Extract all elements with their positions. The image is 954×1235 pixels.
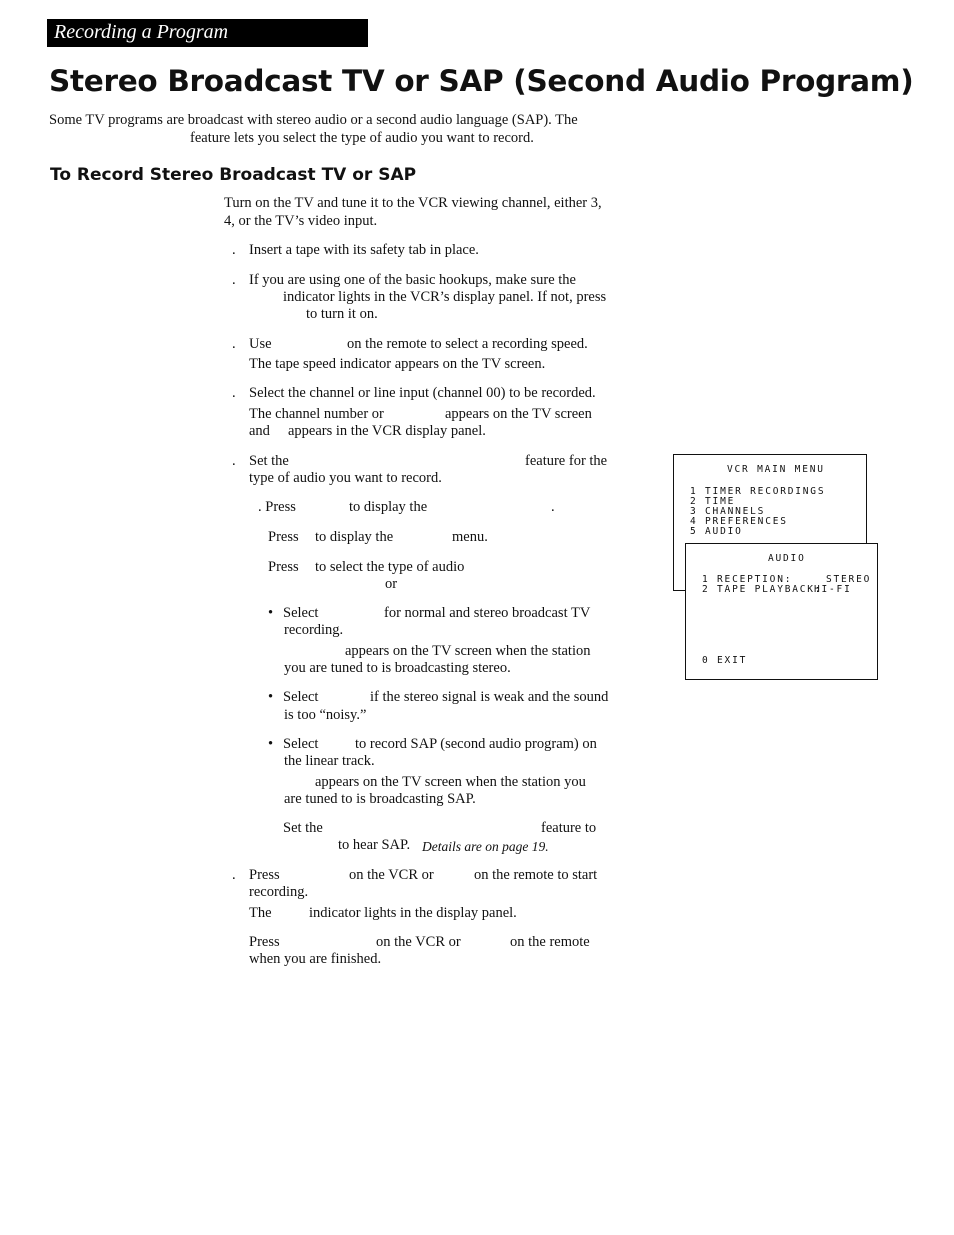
step-3-line-1a: Use (249, 336, 272, 352)
step-5-line-1b: feature for the (525, 453, 608, 469)
bullet-1-marker: • (268, 605, 274, 621)
audio-reception-label: 1 RECEPTION: (702, 574, 793, 585)
step-6-line-1c: on the remote to start (474, 867, 598, 883)
step-2-line-1: If you are using one of the basic hookups, make sure the (249, 272, 576, 288)
step-3-line-2: The tape speed indicator appears on the TV screen. (249, 356, 546, 372)
bullet-2-line-1a: Select (283, 689, 319, 705)
bullet-1-line-2: recording. (284, 622, 344, 638)
step-6-line-1a: Press (249, 867, 280, 883)
bullet-1-line-1a: Select (283, 605, 319, 621)
step-3-line-1b: on the remote to select a recording speed. (347, 336, 588, 352)
step-6-line-5: when you are finished. (249, 951, 382, 967)
bullet-2-marker: • (268, 689, 274, 705)
bullet-3-line-6a: to hear SAP. (338, 837, 411, 853)
bullet-1-line-4: you are tuned to is broadcasting stereo. (284, 660, 511, 676)
step-5c-line-1b: to select the type of audio (315, 559, 465, 575)
audio-tape-playback-label: 2 TAPE PLAYBACK: (702, 584, 823, 595)
step-6-line-2: recording. (249, 884, 309, 900)
main-menu-item-channels: 3 CHANNELS (690, 506, 766, 517)
bullet-3-line-2: the linear track. (284, 753, 375, 769)
section-subheading: To Record Stereo Broadcast TV or SAP (50, 165, 417, 185)
step-6-line-4a: Press (249, 934, 280, 950)
step-5-line-1a: Set the (249, 453, 289, 469)
step-4-line-3a: and (249, 423, 270, 439)
step-4-line-2a: The channel number or (249, 406, 384, 422)
step-3-number: . (232, 336, 236, 352)
step-5-line-2: type of audio you want to record. (249, 470, 442, 486)
step-6-line-3b: indicator lights in the display panel. (309, 905, 517, 921)
section-header-bar (47, 19, 368, 47)
step-5a-line-1b: to display the (349, 499, 428, 515)
page-title: Stereo Broadcast TV or SAP (Second Audio Program) (49, 64, 914, 98)
step-4-number: . (232, 385, 236, 401)
step-1-number: . (232, 242, 236, 258)
step-2-line-3: to turn it on. (306, 306, 378, 322)
step-1-line-1: Insert a tape with its safety tab in place. (249, 242, 479, 258)
audio-reception-value: STEREO (826, 574, 872, 585)
bullet-3-line-5a: Set the (283, 820, 323, 836)
step-5a-line-1a: . Press (258, 499, 296, 515)
step-6-line-4b: on the VCR or (376, 934, 461, 950)
main-menu-item-time: 2 TIME (690, 496, 736, 507)
step-6-line-1b: on the VCR or (349, 867, 434, 883)
step-5b-line-1c: menu. (452, 529, 488, 545)
step-5-number: . (232, 453, 236, 469)
step-4-line-1: Select the channel or line input (channel 00) to be recorded. (249, 385, 596, 401)
step-6-line-4c: on the remote (510, 934, 590, 950)
step-6-number: . (232, 867, 236, 883)
intro-line-2: feature lets you select the type of audio you want to record. (190, 130, 534, 146)
step-0-line-1: Turn on the TV and tune it to the VCR viewing channel, either 3, (224, 195, 602, 211)
main-menu-item-timer-recordings: 1 TIMER RECORDINGS (690, 486, 826, 497)
bullet-3-marker: • (268, 736, 274, 752)
audio-exit-option: 0 EXIT (702, 655, 748, 666)
step-2-line-2: indicator lights in the VCR’s display panel. If not, press (283, 289, 607, 305)
bullet-1-line-1b: for normal and stereo broadcast TV (384, 605, 591, 621)
section-header-label: Recording a Program (54, 21, 229, 43)
step-4-line-3b: appears in the VCR display panel. (288, 423, 486, 439)
step-4-line-2b: appears on the TV screen (445, 406, 592, 422)
bullet-2-line-1b: if the stereo signal is weak and the sound (370, 689, 609, 705)
main-menu-item-preferences: 4 PREFERENCES (690, 516, 788, 527)
bullet-3-line-5b: feature to (541, 820, 597, 836)
step-5b-line-1a: Press (268, 529, 299, 545)
step-5b-line-1b: to display the (315, 529, 394, 545)
step-6-line-3a: The (249, 905, 272, 921)
bullet-1-line-3: appears on the TV screen when the station (345, 643, 591, 659)
page-reference-note: Details are on page 19. (422, 839, 549, 854)
intro-line-1: Some TV programs are broadcast with stereo audio or a second audio language (SAP). The (49, 112, 578, 128)
bullet-2-line-2: is too “noisy.” (284, 707, 367, 723)
main-menu-item-audio: 5 AUDIO (690, 526, 743, 537)
audio-tape-playback-value: HI-FI (814, 584, 852, 595)
step-5c-line-2: or (385, 576, 398, 592)
step-0-line-2: 4, or the TV’s video input. (224, 213, 378, 229)
step-2-number: . (232, 272, 236, 288)
bullet-3-line-3: appears on the TV screen when the station you (315, 774, 586, 790)
bullet-3-line-1a: Select (283, 736, 319, 752)
bullet-3-line-1b: to record SAP (second audio program) on (355, 736, 597, 752)
main-menu-title: VCR MAIN MENU (727, 464, 825, 475)
audio-menu-title: AUDIO (768, 553, 806, 564)
step-5a-line-1c: . (551, 499, 555, 515)
step-5c-line-1a: Press (268, 559, 299, 575)
audio-menu-screen (685, 543, 878, 680)
bullet-3-line-4: are tuned to is broadcasting SAP. (284, 791, 476, 807)
